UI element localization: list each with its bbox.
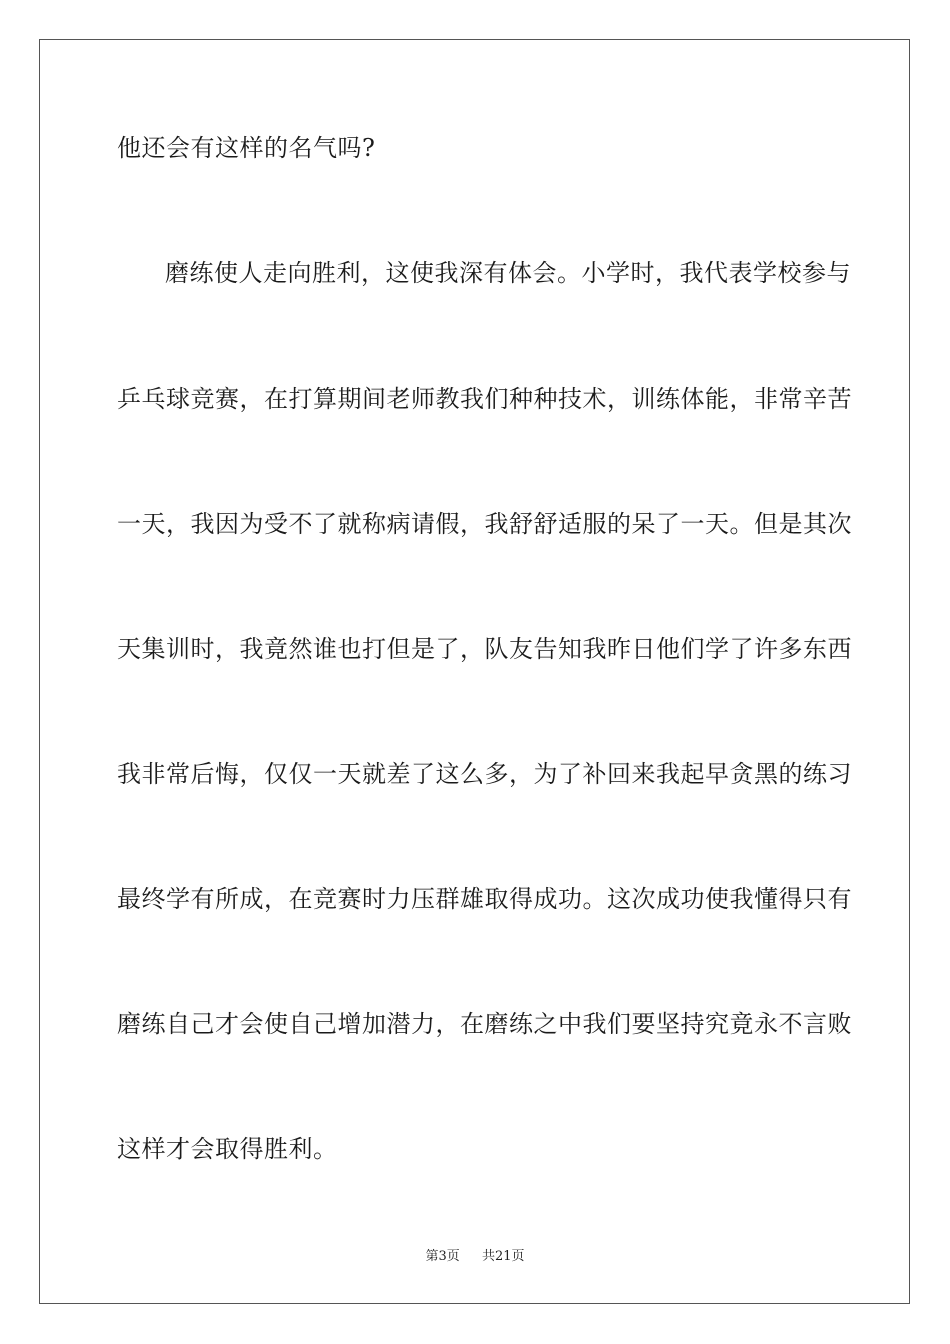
text-line-1: 他还会有这样的名气吗? <box>117 134 376 162</box>
page-footer <box>0 1248 950 1266</box>
text-line-8: 磨练自己才会使自己增加潜力，在磨练之中我们要坚持究竟永不言败 <box>117 1010 852 1038</box>
text-line-5: 天集训时，我竟然谁也打但是了，队友告知我昨日他们学了许多东西 <box>117 635 852 663</box>
text-line-2: 磨练使人走向胜利，这使我深有体会。小学时，我代表学校参与 <box>165 259 851 287</box>
text-line-4: 一天，我因为受不了就称病请假，我舒舒适服的呆了一天。但是其次 <box>117 510 852 538</box>
text-line-9: 这样才会取得胜利。 <box>117 1135 338 1163</box>
text-line-7: 最终学有所成，在竞赛时力压群雄取得成功。这次成功使我懂得只有 <box>117 885 852 913</box>
page-number: 第3页 <box>425 1249 460 1264</box>
text-line-6: 我非常后悔，仅仅一天就差了这么多，为了补回来我起早贪黑的练习 <box>117 760 852 788</box>
page-border <box>39 39 910 1304</box>
total-pages: 共21页 <box>482 1249 525 1264</box>
text-line-3: 乒乓球竞赛，在打算期间老师教我们种种技术，训练体能，非常辛苦 <box>117 385 852 413</box>
